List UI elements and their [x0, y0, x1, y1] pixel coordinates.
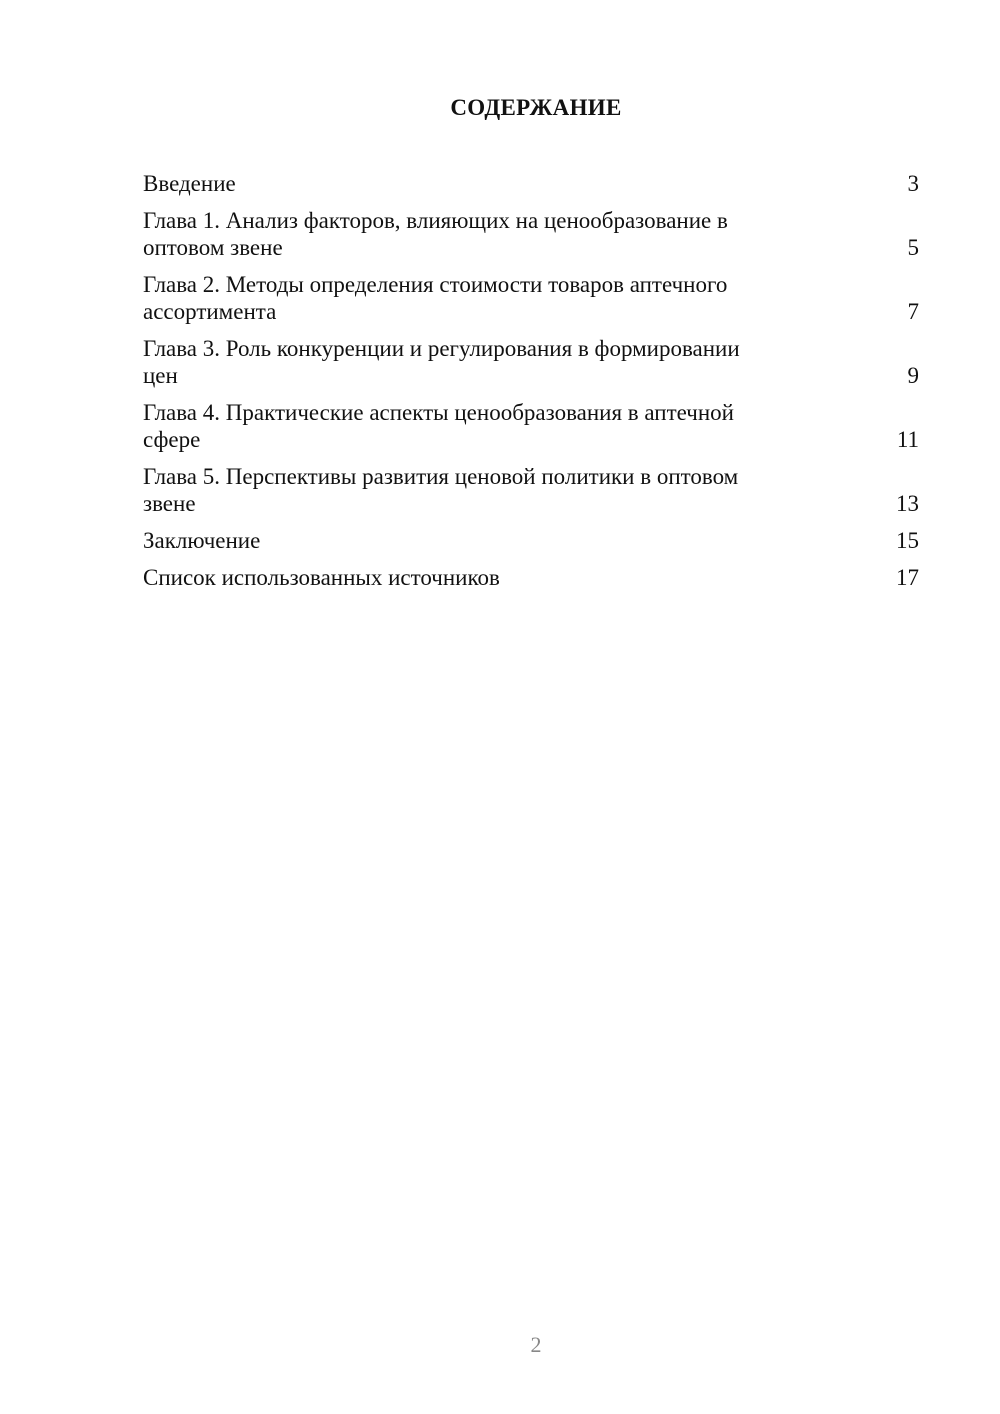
toc-entry-title	[143, 335, 740, 389]
toc-entry-page: 9	[907, 363, 919, 388]
toc-entry-line: Глава 3. Роль конкуренции и регулирования в формировании	[143, 336, 740, 361]
toc-entry-references[interactable]	[143, 564, 919, 591]
page-number: 2	[530, 1332, 542, 1357]
toc-entry-line: Глава 4. Практические аспекты ценообразования в аптечной	[143, 400, 734, 425]
toc-entry-title	[143, 170, 236, 197]
toc-entry-chapter-4[interactable]	[143, 399, 919, 453]
page-title: СОДЕРЖАНИЕ	[450, 95, 622, 120]
toc-entry-title	[143, 463, 738, 517]
toc-entry-title	[143, 271, 727, 325]
toc-entry-page: 5	[907, 235, 919, 260]
toc-entry-page: 15	[896, 528, 919, 553]
toc-entry-title	[143, 527, 260, 554]
toc-entry-introduction[interactable]	[143, 170, 919, 197]
toc-entry-page: 13	[896, 491, 919, 516]
toc-entry-page: 11	[896, 427, 919, 452]
toc-entry-line: Список использованных источников	[143, 565, 500, 590]
toc-entry-page: 7	[907, 299, 919, 324]
toc-entry-conclusion[interactable]	[143, 527, 919, 554]
toc-entry-line: сфере	[143, 427, 201, 452]
toc-entry-line: Глава 5. Перспективы развития ценовой политики в оптовом	[143, 464, 739, 489]
toc-entry-title	[143, 207, 728, 261]
toc-entry-line: ассортимента	[143, 299, 277, 324]
toc-entry-line: звене	[143, 491, 196, 516]
toc-entry-line: Заключение	[143, 528, 261, 553]
toc-entry-page: 17	[896, 565, 919, 590]
table-of-contents	[143, 170, 919, 601]
toc-entry-chapter-1[interactable]	[143, 207, 919, 261]
toc-entry-chapter-2[interactable]	[143, 271, 919, 325]
toc-entry-line: Введение	[143, 171, 236, 196]
toc-entry-title	[143, 564, 500, 591]
toc-entry-title	[143, 399, 734, 453]
toc-entry-line: Глава 2. Методы определения стоимости товаров аптечного	[143, 272, 728, 297]
toc-entry-page: 3	[907, 171, 919, 196]
toc-entry-line: цен	[143, 363, 178, 388]
toc-entry-chapter-5[interactable]	[143, 463, 919, 517]
toc-entry-chapter-3[interactable]	[143, 335, 919, 389]
toc-entry-line: оптовом звене	[143, 235, 283, 260]
toc-entry-line: Глава 1. Анализ факторов, влияющих на ценообразование в	[143, 208, 728, 233]
